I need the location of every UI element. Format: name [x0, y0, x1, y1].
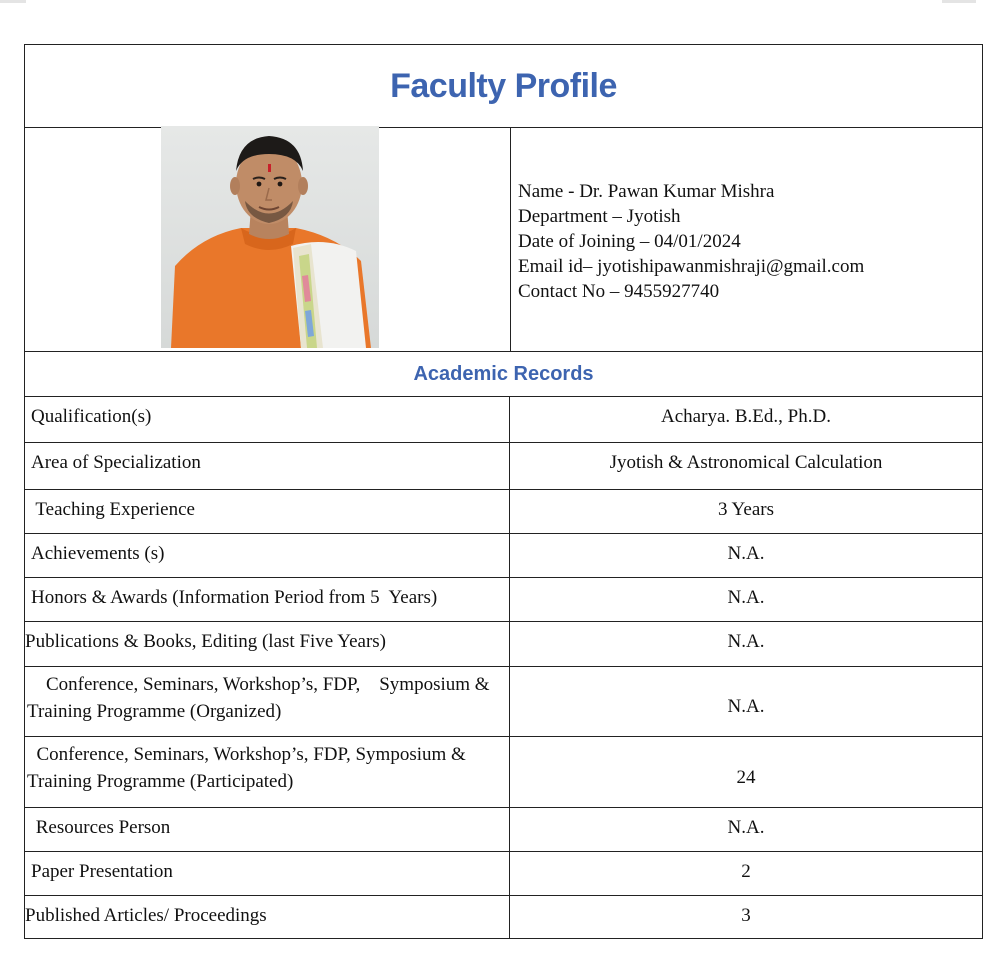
page-corner-mark [942, 0, 976, 3]
record-value: 24 [736, 767, 756, 788]
record-value: Jyotish & Astronomical Calculation [609, 452, 883, 473]
faculty-department: Department – Jyotish [518, 206, 681, 227]
record-value: 3 Years [718, 499, 774, 520]
record-label: Conference, Seminars, Workshop’s, FDP, Symposium & Training Programme (Participated) [25, 737, 510, 807]
faculty-photo [161, 126, 379, 348]
contact-number: Contact No – 9455927740 [518, 281, 720, 302]
faculty-email: Email id– jyotishipawanmishraji@gmail.com [518, 256, 865, 277]
date-of-joining: Date of Joining – 04/01/2024 [518, 231, 741, 252]
section-title: Academic Records [413, 362, 594, 385]
table-row [25, 443, 982, 490]
table-row [25, 667, 982, 737]
record-value: 3 [741, 905, 751, 926]
record-value: N.A. [727, 696, 765, 717]
record-label: Publications & Books, Editing (last Five Years) [25, 622, 510, 666]
page-corner-mark [0, 0, 26, 3]
table-row [25, 852, 982, 896]
record-value: 2 [741, 861, 751, 882]
page-title: Faculty Profile [390, 66, 617, 105]
record-value: N.A. [727, 587, 765, 608]
faculty-profile-sheet [24, 44, 983, 939]
academic-records-table [25, 397, 982, 939]
record-value: N.A. [727, 817, 765, 838]
record-value: N.A. [727, 543, 765, 564]
record-label: Qualification(s) [25, 397, 510, 442]
table-row [25, 622, 982, 667]
table-row [25, 737, 982, 808]
table-row [25, 578, 982, 622]
profile-details [518, 179, 864, 304]
record-value: N.A. [727, 631, 765, 652]
record-label: Achievements (s) [25, 534, 510, 577]
table-row [25, 397, 982, 443]
divider [510, 127, 511, 351]
record-value: Acharya. B.Ed., Ph.D. [661, 406, 831, 427]
record-label: Conference, Seminars, Workshop’s, FDP, Symposium & Training Programme (Organized) [25, 667, 510, 736]
record-label: Published Articles/ Proceedings [25, 896, 510, 939]
record-label: Paper Presentation [25, 852, 510, 895]
record-label: Resources Person [25, 808, 510, 851]
table-row [25, 808, 982, 852]
table-row [25, 490, 982, 534]
record-label: Honors & Awards (Information Period from 5 Years) [25, 578, 510, 621]
table-row [25, 896, 982, 939]
table-row [25, 534, 982, 578]
faculty-name: Name - Dr. Pawan Kumar Mishra [518, 181, 775, 202]
record-label: Teaching Experience [25, 490, 510, 533]
record-label: Area of Specialization [25, 443, 510, 489]
